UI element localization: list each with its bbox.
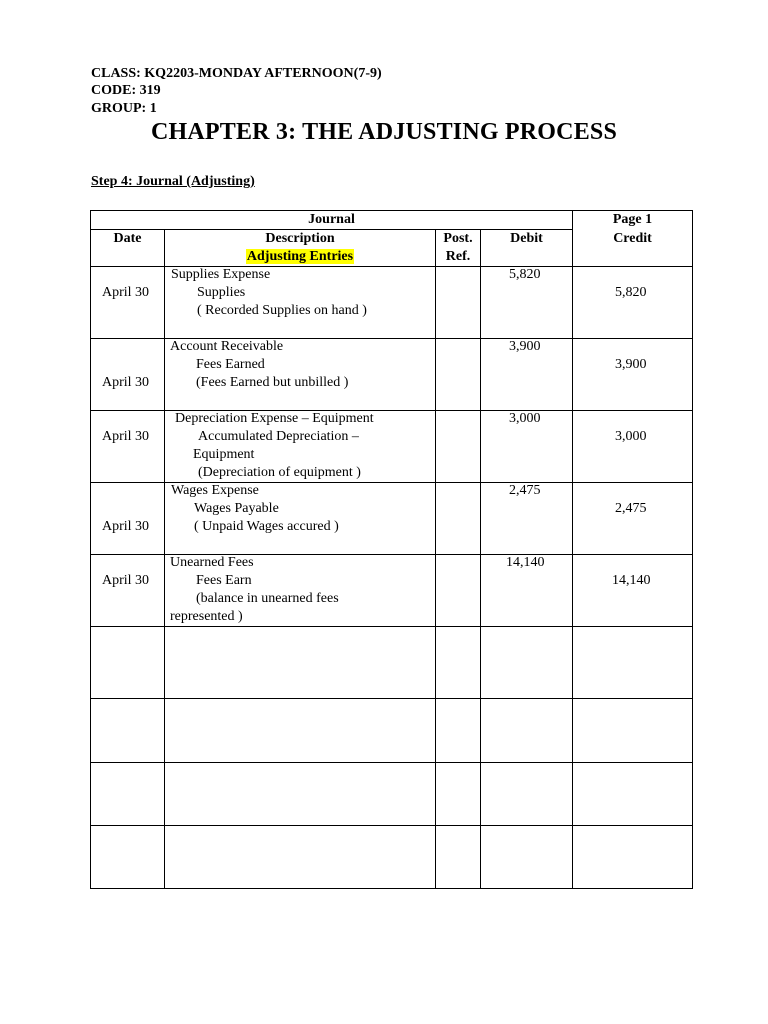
entry-description-cell (165, 339, 436, 411)
credit-amount: 3,000 (615, 429, 647, 444)
post-ref-header-line2: Ref. (445, 249, 471, 264)
description-header-label: Description (265, 231, 335, 246)
empty-cell (91, 627, 165, 699)
empty-cell (481, 763, 573, 826)
debit-cell (481, 411, 573, 483)
debit-cell (481, 483, 573, 555)
entry-date: April 30 (102, 285, 150, 300)
credit-header: Credit (573, 230, 693, 267)
debit-account: Depreciation Expense – Equipment (175, 411, 374, 426)
empty-cell (481, 627, 573, 699)
debit-account: Unearned Fees (170, 555, 254, 570)
debit-cell (481, 555, 573, 627)
debit-header: Debit (481, 230, 573, 267)
credit-account: Fees Earn (196, 573, 252, 588)
entry-explanation: ( Unpaid Wages accured ) (194, 519, 339, 534)
empty-cell (165, 763, 436, 826)
empty-cell (165, 699, 436, 763)
empty-cell (165, 826, 436, 889)
column-header-row (91, 230, 693, 267)
credit-account: Accumulated Depreciation – (198, 429, 359, 444)
empty-cell (436, 826, 481, 889)
journal-entry-row (91, 267, 693, 339)
entry-explanation: ( Recorded Supplies on hand ) (197, 303, 367, 318)
empty-cell (165, 627, 436, 699)
journal-title-row (91, 211, 693, 230)
empty-cell (573, 826, 693, 889)
post-ref-cell (436, 267, 481, 339)
post-ref-header-line1: Post. (443, 231, 473, 246)
credit-amount: 3,900 (615, 357, 647, 372)
group-line: GROUP: 1 (91, 101, 157, 116)
description-header (165, 230, 436, 267)
debit-amount: 2,475 (509, 483, 541, 498)
credit-cell (573, 411, 693, 483)
credit-cell (573, 267, 693, 339)
credit-account: Supplies (197, 285, 246, 300)
credit-amount: 2,475 (615, 501, 647, 516)
entry-date: April 30 (102, 519, 150, 534)
debit-cell (481, 267, 573, 339)
empty-row (91, 826, 693, 889)
entry-date-cell (91, 267, 165, 339)
credit-account: Fees Earned (196, 357, 265, 372)
entry-description-cell (165, 411, 436, 483)
debit-account: Wages Expense (171, 483, 259, 498)
debit-amount: 3,900 (509, 339, 541, 354)
journal-entry-row (91, 555, 693, 627)
journal-entry-row (91, 411, 693, 483)
post-ref-cell (436, 411, 481, 483)
entry-explanation: (balance in unearned fees (196, 591, 339, 606)
empty-cell (436, 763, 481, 826)
debit-cell (481, 339, 573, 411)
empty-cell (436, 699, 481, 763)
step-heading: Step 4: Journal (Adjusting) (91, 174, 255, 189)
post-ref-cell (436, 483, 481, 555)
entry-description-cell (165, 483, 436, 555)
class-line: CLASS: KQ2203-MONDAY AFTERNOON(7-9) (91, 66, 382, 81)
entry-date-cell (91, 555, 165, 627)
adjusting-entries-label: Adjusting Entries (246, 249, 354, 264)
credit-amount: 14,140 (612, 573, 651, 588)
code-line: CODE: 319 (91, 83, 161, 98)
credit-amount: 5,820 (615, 285, 647, 300)
empty-row (91, 627, 693, 699)
entry-date-cell (91, 339, 165, 411)
debit-amount: 5,820 (509, 267, 541, 282)
entry-date-cell (91, 483, 165, 555)
empty-cell (436, 627, 481, 699)
post-ref-cell (436, 555, 481, 627)
credit-account-continued: Equipment (193, 447, 255, 462)
empty-cell (481, 699, 573, 763)
entry-description-cell (165, 267, 436, 339)
entry-date: April 30 (102, 375, 150, 390)
journal-entry-row (91, 483, 693, 555)
entry-explanation: (Depreciation of equipment ) (198, 465, 361, 480)
debit-account: Supplies Expense (171, 267, 271, 282)
empty-cell (91, 699, 165, 763)
credit-cell (573, 483, 693, 555)
entry-date: April 30 (102, 573, 150, 588)
entry-explanation-continued: represented ) (170, 609, 243, 624)
entry-description-cell (165, 555, 436, 627)
post-ref-cell (436, 339, 481, 411)
post-ref-header (436, 230, 481, 267)
debit-account: Account Receivable (170, 339, 284, 354)
page-label: Page 1 (573, 211, 693, 230)
empty-cell (573, 699, 693, 763)
empty-cell (573, 763, 693, 826)
entry-date-cell (91, 411, 165, 483)
empty-cell (573, 627, 693, 699)
empty-row (91, 699, 693, 763)
journal-table (90, 210, 693, 889)
date-header: Date (91, 230, 165, 267)
empty-cell (481, 826, 573, 889)
entry-explanation: (Fees Earned but unbilled ) (196, 375, 349, 390)
journal-title: Journal (91, 211, 573, 230)
credit-account: Wages Payable (194, 501, 279, 516)
credit-cell (573, 339, 693, 411)
journal-entry-row (91, 339, 693, 411)
debit-amount: 14,140 (506, 555, 545, 570)
debit-amount: 3,000 (509, 411, 541, 426)
empty-row (91, 763, 693, 826)
empty-cell (91, 763, 165, 826)
empty-cell (91, 826, 165, 889)
page-title: CHAPTER 3: THE ADJUSTING PROCESS (150, 119, 618, 145)
credit-cell (573, 555, 693, 627)
entry-date: April 30 (102, 429, 150, 444)
